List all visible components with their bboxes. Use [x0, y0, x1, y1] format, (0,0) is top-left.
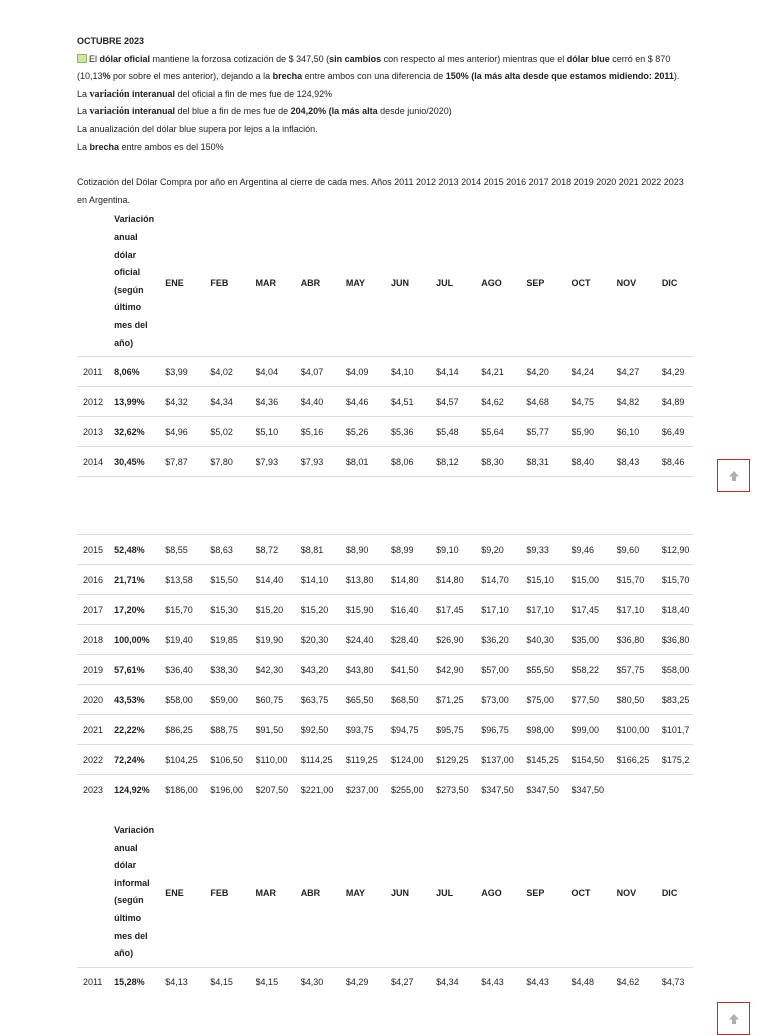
variation-header-line: dólar [114, 249, 137, 260]
variation-cell: 72,24% [114, 745, 165, 775]
month-header: JUN [390, 277, 409, 288]
value-cell: $119,25 [346, 745, 391, 775]
value-cell: $60,75 [256, 685, 301, 715]
value-cell: $8,40 [572, 447, 617, 477]
month-header: MAY [345, 277, 366, 288]
article-content [77, 33, 693, 997]
value-cell: $4,24 [572, 357, 617, 387]
year-cell: 2011 [77, 967, 114, 997]
month-header: OCT [571, 888, 591, 899]
table-row [77, 387, 693, 417]
value-cell: $15,70 [662, 565, 693, 595]
table-row [77, 685, 693, 715]
value-cell: $58,00 [165, 685, 210, 715]
variation-header-line: último [114, 302, 142, 313]
year-cell: 2014 [77, 447, 114, 477]
value-cell: $106,50 [210, 745, 255, 775]
value-cell: $59,00 [210, 685, 255, 715]
value-cell: $100,00 [617, 715, 662, 745]
intro-paragraph-3: La variación interanual del blue a fin de mes fue de 204,20% (la más alta desde junio/2020) [77, 106, 452, 118]
value-cell: $5,90 [572, 417, 617, 447]
value-cell: $237,00 [346, 775, 391, 805]
value-cell: $24,40 [346, 625, 391, 655]
month-header: ABR [300, 277, 321, 288]
table-spacer [77, 477, 693, 535]
table-row [77, 595, 693, 625]
value-cell: $36,40 [165, 655, 210, 685]
value-cell: $19,90 [256, 625, 301, 655]
value-cell: $14,10 [301, 565, 346, 595]
value-cell: $42,30 [256, 655, 301, 685]
value-cell: $86,25 [165, 715, 210, 745]
value-cell: $221,00 [301, 775, 346, 805]
value-cell: $110,00 [256, 745, 301, 775]
year-cell: 2017 [77, 595, 114, 625]
value-cell: $57,75 [617, 655, 662, 685]
value-cell: $4,34 [210, 387, 255, 417]
value-cell: $7,93 [301, 447, 346, 477]
value-cell: $65,50 [346, 685, 391, 715]
month-header: AGO [481, 277, 502, 288]
value-cell: $15,10 [526, 565, 571, 595]
month-header: NOV [616, 277, 637, 288]
value-cell: $38,30 [210, 655, 255, 685]
variation-header-line: anual [114, 231, 138, 242]
year-cell: 2021 [77, 715, 114, 745]
value-cell: $15,70 [617, 565, 662, 595]
month-header: ENE [165, 888, 184, 899]
value-cell: $4,36 [256, 387, 301, 417]
value-cell: $347,50 [481, 775, 526, 805]
value-cell: $80,50 [617, 685, 662, 715]
variation-header-line: oficial [114, 267, 141, 278]
value-cell: $19,85 [210, 625, 255, 655]
value-cell: $196,00 [210, 775, 255, 805]
variation-cell: 100,00% [114, 625, 165, 655]
informal-rate-table [77, 820, 693, 997]
month-header: MAR [255, 888, 277, 899]
value-cell: $6,49 [662, 417, 693, 447]
value-cell: $8,63 [210, 535, 255, 565]
value-cell: $71,25 [436, 685, 481, 715]
value-cell: $15,20 [256, 595, 301, 625]
value-cell: $7,87 [165, 447, 210, 477]
value-cell: $4,04 [256, 357, 301, 387]
value-cell: $8,31 [526, 447, 571, 477]
year-cell: 2022 [77, 745, 114, 775]
value-cell: $129,25 [436, 745, 481, 775]
value-cell: $4,32 [165, 387, 210, 417]
value-cell: $68,50 [391, 685, 436, 715]
intro-paragraph-1: El dólar oficial mantiene la forzosa cotización de $ 347,50 (sin cambios con respecto al mes anterior) mientras que el dólar blue cerró en $ 870 (10,13% por sobre el mes anterior), dejando a la brecha entre ambos con una diferencia de 150% (la más alta desde que estamos midiendo: 2011). [77, 53, 680, 82]
value-cell: $41,50 [391, 655, 436, 685]
value-cell: $137,00 [481, 745, 526, 775]
table-row [77, 535, 693, 565]
value-cell: $347,50 [526, 775, 571, 805]
month-header: JUL [436, 277, 454, 288]
variation-header-line: anual [114, 842, 138, 853]
value-cell: $9,60 [617, 535, 662, 565]
value-cell: $17,10 [617, 595, 662, 625]
value-cell: $8,81 [301, 535, 346, 565]
table-row [77, 715, 693, 745]
value-cell: $8,12 [436, 447, 481, 477]
variation-cell: 32,62% [114, 417, 165, 447]
value-cell: $4,07 [301, 357, 346, 387]
value-cell: $17,10 [481, 595, 526, 625]
year-cell: 2011 [77, 357, 114, 387]
value-cell: $4,14 [436, 357, 481, 387]
value-cell: $55,50 [526, 655, 571, 685]
variation-cell: 124,92% [114, 775, 165, 805]
value-cell: $43,20 [301, 655, 346, 685]
variation-cell: 13,99% [114, 387, 165, 417]
value-cell: $77,50 [572, 685, 617, 715]
month-header: FEB [210, 277, 229, 288]
value-cell: $13,58 [165, 565, 210, 595]
value-cell: $4,75 [572, 387, 617, 417]
value-cell: $8,30 [481, 447, 526, 477]
value-cell: $8,99 [391, 535, 436, 565]
value-cell: $92,50 [301, 715, 346, 745]
variation-header-line: Variación [114, 825, 155, 836]
value-cell: $9,33 [526, 535, 571, 565]
value-cell: $4,51 [391, 387, 436, 417]
value-cell: $4,82 [617, 387, 662, 417]
value-cell: $14,80 [436, 565, 481, 595]
value-cell: $17,10 [526, 595, 571, 625]
value-cell: $5,02 [210, 417, 255, 447]
variation-header-line: (según [114, 895, 144, 906]
variation-cell: 22,22% [114, 715, 165, 745]
variation-cell: 57,61% [114, 655, 165, 685]
variation-cell: 21,71% [114, 565, 165, 595]
value-cell: $124,00 [391, 745, 436, 775]
value-cell: $154,50 [572, 745, 617, 775]
year-cell: 2012 [77, 387, 114, 417]
variation-cell: 52,48% [114, 535, 165, 565]
value-cell: $15,20 [301, 595, 346, 625]
value-cell: $4,62 [481, 387, 526, 417]
value-cell: $7,80 [210, 447, 255, 477]
value-cell: $5,36 [391, 417, 436, 447]
emoji-icon [77, 54, 87, 63]
month-header: DIC [661, 888, 678, 899]
value-cell: $4,15 [256, 967, 301, 997]
value-cell: $104,25 [165, 745, 210, 775]
value-cell: $73,00 [481, 685, 526, 715]
year-cell: 2015 [77, 535, 114, 565]
month-header: DIC [661, 277, 678, 288]
month-header: MAR [255, 277, 277, 288]
intro-heading: OCTUBRE 2023 [77, 36, 145, 46]
value-cell: $75,00 [526, 685, 571, 715]
month-header: JUL [436, 888, 454, 899]
value-cell: $8,43 [617, 447, 662, 477]
year-header [77, 820, 114, 967]
value-cell: $4,46 [346, 387, 391, 417]
value-cell: $16,40 [391, 595, 436, 625]
month-header: AGO [481, 888, 502, 899]
value-cell: $5,26 [346, 417, 391, 447]
value-cell: $28,40 [391, 625, 436, 655]
table-header-row [77, 209, 693, 356]
value-cell: $8,06 [391, 447, 436, 477]
value-cell: $4,20 [526, 357, 571, 387]
variation-header-line: informal [114, 877, 150, 888]
month-header: SEP [526, 888, 545, 899]
value-cell: $6,10 [617, 417, 662, 447]
value-cell [617, 775, 662, 805]
table-row [77, 565, 693, 595]
month-header: JUN [390, 888, 409, 899]
value-cell: $4,15 [210, 967, 255, 997]
value-cell: $4,27 [617, 357, 662, 387]
value-cell: $4,29 [346, 967, 391, 997]
value-cell: $15,30 [210, 595, 255, 625]
back-to-top-button[interactable] [717, 459, 750, 492]
variation-header-line: mes del [114, 319, 148, 330]
value-cell: $8,46 [662, 447, 693, 477]
value-cell: $15,90 [346, 595, 391, 625]
value-cell: $4,40 [301, 387, 346, 417]
year-cell: 2016 [77, 565, 114, 595]
value-cell: $5,10 [256, 417, 301, 447]
value-cell: $96,75 [481, 715, 526, 745]
month-header: MAY [345, 888, 366, 899]
value-cell: $4,68 [526, 387, 571, 417]
value-cell: $4,34 [436, 967, 481, 997]
year-cell: 2023 [77, 775, 114, 805]
variation-header-line: Variación [114, 214, 155, 225]
year-cell: 2020 [77, 685, 114, 715]
table-row [77, 625, 693, 655]
variation-cell: 43,53% [114, 685, 165, 715]
table-row [77, 417, 693, 447]
month-header: FEB [210, 888, 229, 899]
value-cell: $58,22 [572, 655, 617, 685]
variation-header [114, 209, 165, 356]
table-header-row [77, 820, 693, 967]
month-header: SEP [526, 277, 545, 288]
variation-cell: 15,28% [114, 967, 165, 997]
value-cell: $4,48 [572, 967, 617, 997]
value-cell: $20,30 [301, 625, 346, 655]
value-cell: $9,46 [572, 535, 617, 565]
value-cell: $43,80 [346, 655, 391, 685]
value-cell: $4,02 [210, 357, 255, 387]
value-cell: $8,01 [346, 447, 391, 477]
value-cell: $207,50 [256, 775, 301, 805]
value-cell: $5,16 [301, 417, 346, 447]
value-cell: $15,00 [572, 565, 617, 595]
value-cell: $9,10 [436, 535, 481, 565]
value-cell [662, 775, 693, 805]
value-cell: $99,00 [572, 715, 617, 745]
value-cell: $4,30 [301, 967, 346, 997]
value-cell: $8,55 [165, 535, 210, 565]
value-cell: $186,00 [165, 775, 210, 805]
value-cell: $4,96 [165, 417, 210, 447]
variation-cell: 17,20% [114, 595, 165, 625]
value-cell: $98,00 [526, 715, 571, 745]
value-cell: $15,50 [210, 565, 255, 595]
value-cell: $101,7 [662, 715, 693, 745]
value-cell: $4,27 [391, 967, 436, 997]
value-cell: $8,72 [256, 535, 301, 565]
value-cell: $8,90 [346, 535, 391, 565]
value-cell: $26,90 [436, 625, 481, 655]
value-cell: $4,73 [662, 967, 693, 997]
variation-header-line: mes del [114, 930, 148, 941]
month-header: ENE [165, 277, 184, 288]
value-cell: $40,30 [526, 625, 571, 655]
official-rate-table [77, 209, 693, 804]
value-cell: $145,25 [526, 745, 571, 775]
table-row [77, 655, 693, 685]
value-cell: $15,70 [165, 595, 210, 625]
arrow-up-icon [727, 1012, 741, 1026]
month-header: NOV [616, 888, 637, 899]
variation-header-line: último [114, 913, 142, 924]
year-cell: 2018 [77, 625, 114, 655]
value-cell: $35,00 [572, 625, 617, 655]
value-cell: $36,20 [481, 625, 526, 655]
value-cell: $14,70 [481, 565, 526, 595]
value-cell: $3,99 [165, 357, 210, 387]
month-header: OCT [571, 277, 591, 288]
value-cell: $93,75 [346, 715, 391, 745]
value-cell: $4,21 [481, 357, 526, 387]
variation-header-line: (según [114, 284, 144, 295]
value-cell: $4,09 [346, 357, 391, 387]
variation-cell: 30,45% [114, 447, 165, 477]
value-cell: $4,10 [391, 357, 436, 387]
value-cell: $94,75 [391, 715, 436, 745]
value-cell: $36,80 [662, 625, 693, 655]
variation-header-line: dólar [114, 860, 137, 871]
table-row [77, 447, 693, 477]
value-cell: $13,80 [346, 565, 391, 595]
value-cell: $5,77 [526, 417, 571, 447]
value-cell: $88,75 [210, 715, 255, 745]
value-cell: $5,48 [436, 417, 481, 447]
value-cell: $255,00 [391, 775, 436, 805]
variation-cell: 8,06% [114, 357, 165, 387]
intro-paragraph-2: La variación interanual del oficial a fin de mes fue de 124,92% [77, 88, 333, 100]
value-cell: $36,80 [617, 625, 662, 655]
month-header: ABR [300, 888, 321, 899]
value-cell: $58,00 [662, 655, 693, 685]
table-row [77, 745, 693, 775]
value-cell: $14,40 [256, 565, 301, 595]
value-cell: $4,62 [617, 967, 662, 997]
intro-block [77, 33, 693, 156]
variation-header [114, 820, 165, 967]
value-cell: $57,00 [481, 655, 526, 685]
value-cell: $4,57 [436, 387, 481, 417]
value-cell: $42,90 [436, 655, 481, 685]
table-row [77, 967, 693, 997]
year-cell: 2013 [77, 417, 114, 447]
intro-paragraph-4: La anualización del dólar blue supera por lejos a la inflación. [77, 123, 318, 134]
value-cell: $175,2 [662, 745, 693, 775]
value-cell: $12,90 [662, 535, 693, 565]
value-cell: $18,40 [662, 595, 693, 625]
value-cell: $91,50 [256, 715, 301, 745]
value-cell: $4,43 [481, 967, 526, 997]
value-cell: $273,50 [436, 775, 481, 805]
value-cell: $17,45 [436, 595, 481, 625]
value-cell: $63,75 [301, 685, 346, 715]
value-cell: $5,64 [481, 417, 526, 447]
value-cell: $17,45 [572, 595, 617, 625]
value-cell: $4,29 [662, 357, 693, 387]
value-cell: $347,50 [572, 775, 617, 805]
value-cell: $166,25 [617, 745, 662, 775]
value-cell: $83,25 [662, 685, 693, 715]
value-cell: $4,43 [526, 967, 571, 997]
table-row [77, 357, 693, 387]
value-cell: $19,40 [165, 625, 210, 655]
intro-paragraph-5: La brecha entre ambos es del 150% [77, 141, 224, 152]
value-cell: $9,20 [481, 535, 526, 565]
year-cell: 2019 [77, 655, 114, 685]
year-header [77, 209, 114, 356]
table-row [77, 775, 693, 805]
value-cell: $4,13 [165, 967, 210, 997]
arrow-up-icon [727, 469, 741, 483]
value-cell: $4,89 [662, 387, 693, 417]
variation-header-line: año) [114, 337, 134, 348]
value-cell: $14,80 [391, 565, 436, 595]
back-to-top-button[interactable] [717, 1002, 750, 1035]
value-cell: $7,93 [256, 447, 301, 477]
variation-header-line: año) [114, 948, 134, 959]
value-cell: $114,25 [301, 745, 346, 775]
table-caption: Cotización del Dólar Compra por año en Argentina al cierre de cada mes. Años 2011 2012 2013 2014 2015 2016 2017 2018 2019 2020 2021 2022 2023 en Argentina. [77, 177, 684, 205]
value-cell: $95,75 [436, 715, 481, 745]
